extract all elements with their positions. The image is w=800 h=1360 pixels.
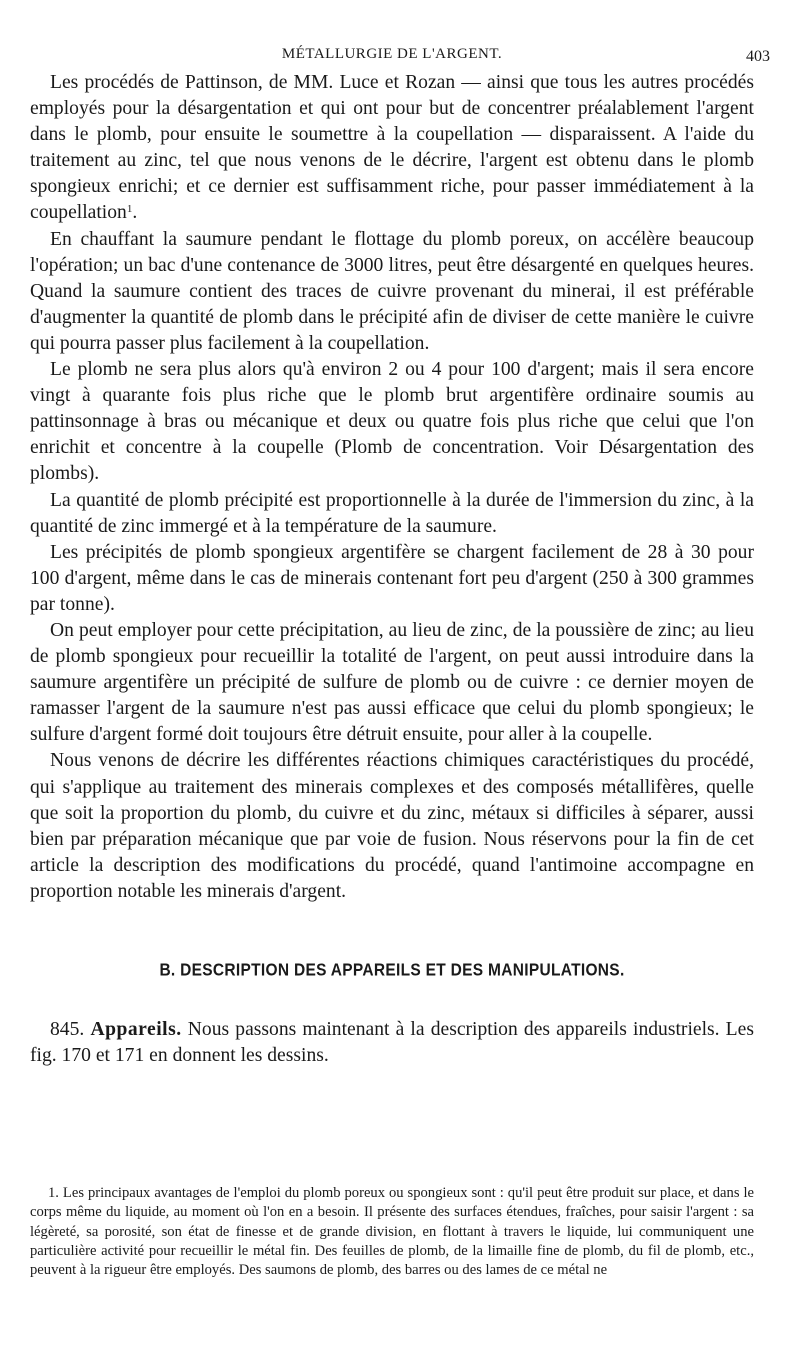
- paragraph-1-text: Les procédés de Pattinson, de MM. Luce et Rozan — ainsi que tous les autres procédés employés pour la désargentation et qui ont pour but de concentrer préalablement l'argent dans le plomb, pour ensuite le soumettre à la coupellation — disparaissent. A l'aide du traitement au zinc, tel que nous venons de le décrire, l'argent est obtenu dans le plomb spongieux enrichi; et ce dernier est suffisamment riche, pour passer immédiatement à la coupellation: [30, 72, 754, 224]
- footnote-area: [30, 1184, 754, 1280]
- article-number: 845.: [50, 1019, 85, 1040]
- running-head: [30, 40, 770, 70]
- body-text: [30, 70, 754, 905]
- footnote-1: [30, 1184, 754, 1280]
- article-title: Appareils.: [90, 1019, 182, 1040]
- footnote-reference: 1: [126, 203, 133, 216]
- page-number: 403: [746, 48, 770, 65]
- footnote-text: Les principaux avantages de l'emploi du plomb poreux ou spongieux sont : qu'il peut être produit sur place, et dans le corps même du liquide, au moment où l'on en a besoin. Il présente des surfaces étendues, fraîches, pour saisir l'argent : sa légèreté, sa porosité, son état de finesse et de grande division, en flottant à travers le liquide, lui communiquent une particulière activité pour recueillir le métal fin. Des feuilles de plomb, de la limaille fine de plomb, du fil de plomb, etc., peuvent à la rigueur être employés. Des saumons de plomb, des barres ou des lames de ce métal ne: [30, 1185, 754, 1279]
- paragraph-3: Le plomb ne sera plus alors qu'à environ 2 ou 4 pour 100 d'argent; mais il sera encore vingt à quarante fois plus riche que le plomb brut argentifère ordinaire soumis au pattinsonnage à bras ou mécanique et deux ou quatre fois plus riche que celui que l'on enrichit et concentre à la coupelle (Plomb de concentration. Voir Désargentation des plombs).: [30, 359, 754, 485]
- paragraph-5: Les précipités de plomb spongieux argentifère se chargent facilement de 28 à 30 pour 100 d'argent, même dans le cas de minerais contenant fort peu d'argent (250 à 300 grammes par tonne).: [30, 541, 754, 615]
- footnote-marker: 1.: [48, 1185, 59, 1201]
- article-845: [30, 1017, 754, 1069]
- section-heading: B. DESCRIPTION DES APPAREILS ET DES MANIPULATIONS.: [159, 961, 625, 981]
- article-text: Nous passons maintenant à la description des appareils industriels. Les fig. 170 et 171 en donnent les dessins.: [30, 1019, 754, 1067]
- paragraph-4: La quantité de plomb précipité est proportionnelle à la durée de l'immersion du zinc, à la quantité de zinc immergé et à la température de la saumure.: [30, 489, 754, 537]
- running-title: MÉTALLURGIE DE L'ARGENT.: [281, 46, 503, 62]
- paragraph-6: On peut employer pour cette précipitation, au lieu de zinc, de la poussière de zinc; au lieu de plomb spongieux pour recueillir la totalité de l'argent, on peut aussi introduire dans la saumure argentifère un précipité de sulfure de plomb ou de cuivre : ce dernier moyen de ramasser l'argent de la saumure n'est pas aussi efficace que celui du plomb spongieux; le sulfure d'argent formé doit toujours être détruit ensuite, pour aller à la coupelle.: [30, 619, 754, 746]
- paragraph-1: Les procédés de Pattinson, de MM. Luce et Rozan — ainsi que tous les autres procédés employés pour la désargentation et qui ont pour but de concentrer préalablement l'argent dans le plomb, pour ensuite le soumettre à la coupellation — disparaissent. A l'aide du traitement au zinc, tel que nous venons de le décrire, l'argent est obtenu dans le plomb spongieux enrichi; et ce dernier est suffisamment riche, pour passer immédiatement à la coupellation$^1$.: [30, 72, 754, 224]
- paragraph-2: En chauffant la saumure pendant le flottage du plomb poreux, on accélère beaucoup l'opération; un bac d'une contenance de 3000 litres, peut être désargenté en quelques heures. Quand la saumure contient des traces de cuivre provenant du minerai, il est préférable d'augmenter la quantité de plomb dans le précipité afin de diviser de cette manière le cuivre qui pourra passer plus facilement à la coupellation.: [30, 228, 754, 354]
- paragraph-7: Nous venons de décrire les différentes réactions chimiques caractéristiques du procédé, qui s'applique au traitement des minerais complexes et des composés métallifères, quelle que soit la proportion du plomb, du cuivre et du zinc, métaux si difficiles à séparer, aussi bien par préparation mécanique que par voie de fusion. Nous réservons pour la fin de cet article la description des modifications du procédé, quand l'antimoine accompagne en proportion notable les minerais d'argent.: [30, 750, 754, 902]
